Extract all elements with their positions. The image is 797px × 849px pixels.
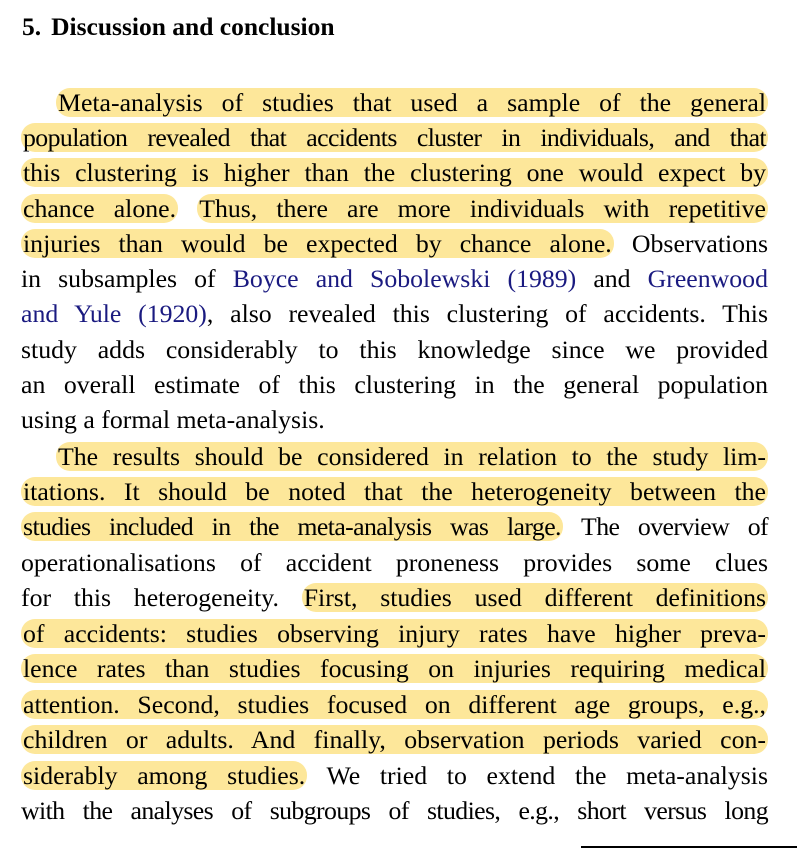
- text-span: in subsamples of: [21, 264, 233, 293]
- citation-link[interactable]: Boyce and Sobolewski (1989): [232, 264, 577, 293]
- text-span: [178, 194, 197, 223]
- text-line: [21, 545, 768, 580]
- highlight: this clustering is higher than the clustering one would expect by: [23, 158, 766, 187]
- text-span: , also revealed this clustering of accidents. This: [206, 299, 768, 328]
- highlight: of accidents: studies observing injury rates have higher preva-: [23, 619, 766, 648]
- text-span: an overall estimate of this clustering in the general population: [21, 370, 768, 399]
- text-line: [21, 296, 768, 331]
- highlight: studies included in the meta-analysis was large.: [23, 512, 561, 541]
- text-line: [21, 793, 768, 828]
- highlight: Thus, there are more individuals with repetitive: [199, 194, 766, 223]
- text-line: [21, 722, 768, 757]
- highlight: population revealed that accidents cluster in individuals, and that: [23, 123, 766, 152]
- section-title: Discussion and conclusion: [51, 12, 335, 41]
- text-span: We tried to extend the meta-analysis: [307, 761, 768, 790]
- text-line: [21, 758, 768, 793]
- text-line: [21, 580, 768, 615]
- highlight: lence rates than studies focusing on injuries requiring medical: [23, 654, 766, 683]
- text-line: [21, 120, 768, 155]
- highlight: siderably among studies.: [23, 761, 306, 790]
- text-line: [21, 509, 768, 544]
- text-span: with the analyses of subgroups of studies, e.g., short versus long: [21, 796, 768, 825]
- text-line: [21, 439, 768, 474]
- text-line: [21, 651, 768, 686]
- text-span: study adds considerably to this knowledge since we provided: [21, 335, 768, 364]
- text-line: [21, 332, 768, 367]
- text-span: for this heterogeneity.: [21, 583, 302, 612]
- text-span: and: [576, 264, 648, 293]
- highlight: attention. Second, studies focused on different age groups, e.g.,: [23, 690, 766, 719]
- text-span: Observations: [613, 229, 768, 258]
- text-line: [21, 402, 768, 437]
- highlight: injuries than would be expected by chance alone.: [23, 229, 612, 258]
- footnote-rule: [581, 846, 797, 848]
- highlight: chance alone.: [23, 194, 177, 223]
- highlight: itations. It should be noted that the heterogeneity between the: [23, 477, 766, 506]
- highlight: The results should be considered in relation to the study lim-: [58, 442, 766, 471]
- citation-link[interactable]: and Yule (1920): [21, 299, 207, 328]
- text-span: The overview of: [562, 512, 768, 541]
- citation-link[interactable]: Greenwood: [647, 264, 768, 293]
- text-line: [21, 367, 768, 402]
- highlight: Meta-analysis of studies that used a sample of the general: [58, 88, 766, 117]
- text-line: [21, 261, 768, 296]
- section-heading: [22, 12, 335, 42]
- text-span: operationalisations of accident proneness provides some clues: [21, 548, 768, 577]
- text-line: [21, 474, 768, 509]
- text-line: [21, 85, 768, 120]
- text-line: [21, 226, 768, 261]
- text-line: [21, 191, 768, 226]
- text-line: [21, 155, 768, 190]
- text-line: [21, 687, 768, 722]
- section-number: 5.: [22, 12, 42, 41]
- text-line: [21, 616, 768, 651]
- highlight: children or adults. And finally, observation periods varied con-: [23, 725, 766, 754]
- text-span: using a formal meta-analysis.: [21, 405, 325, 434]
- highlight: First, studies used different definitions: [303, 583, 767, 612]
